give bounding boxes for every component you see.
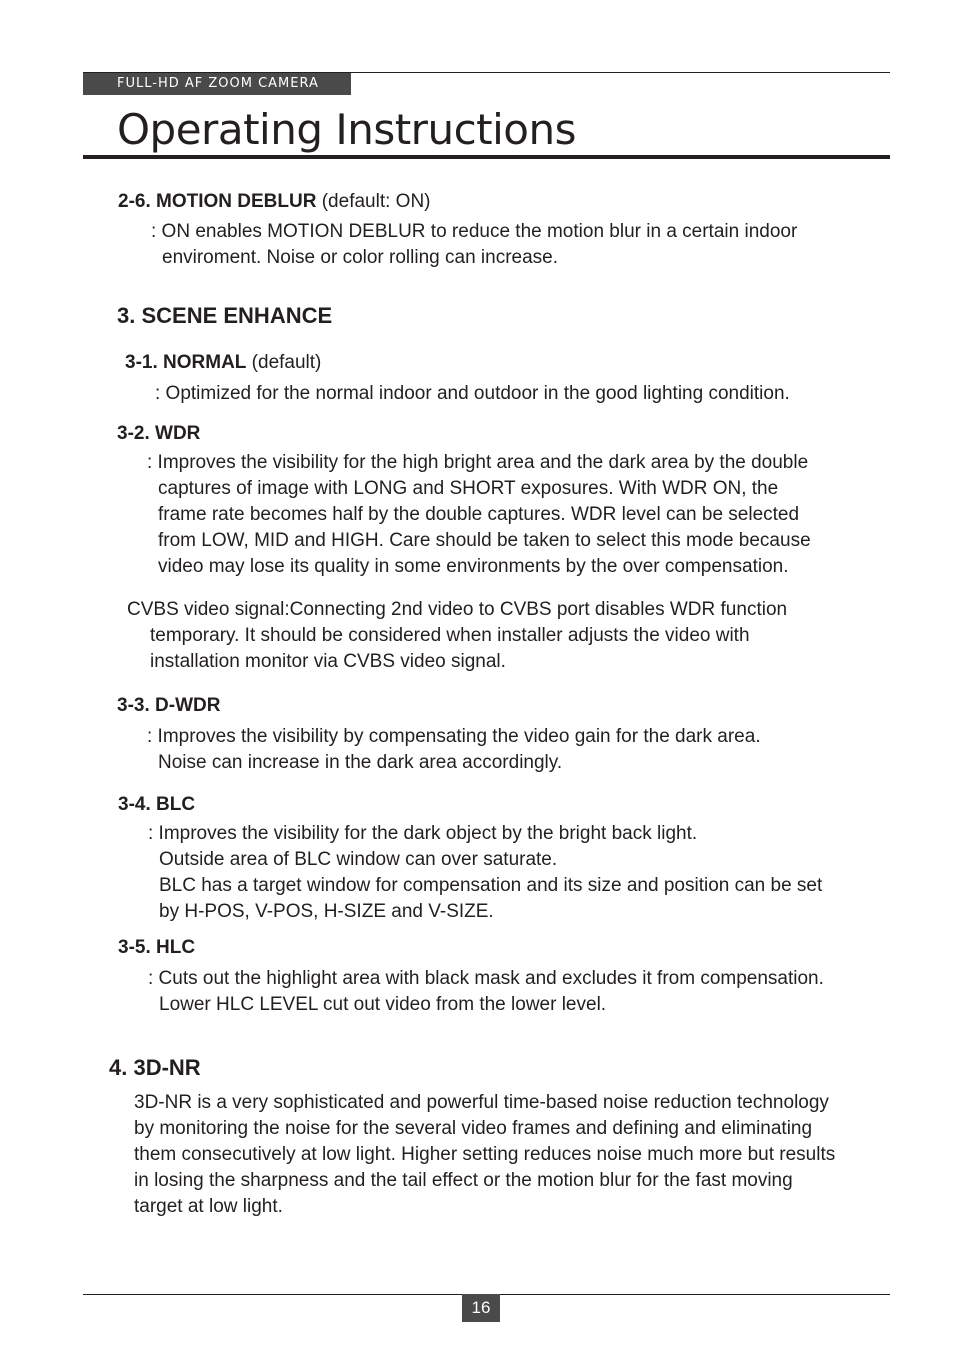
section-3-1-line: : Optimized for the normal indoor and outdoor in the good lighting condition. (155, 383, 790, 404)
section-3-2-line: from LOW, MID and HIGH. Care should be taken to select this mode because (158, 530, 811, 551)
cvbs-note-line: installation monitor via CVBS video signal. (150, 651, 506, 672)
section-4-line: them consecutively at low light. Higher setting reduces noise much more but results (134, 1144, 836, 1165)
section-4-line: in losing the sharpness and the tail effect or the motion blur for the fast moving (134, 1170, 793, 1191)
section-4-line: by monitoring the noise for the several video frames and defining and eliminating (134, 1118, 813, 1139)
section-3-3-heading: 3-3. D-WDR (117, 695, 221, 716)
section-2-6-default-note: (default: ON) (316, 191, 431, 212)
section-3-4-line: BLC has a target window for compensation and its size and position can be set (159, 875, 823, 896)
section-3-2-heading: 3-2. WDR (117, 423, 201, 444)
section-2-6-line: enviroment. Noise or color rolling can increase. (162, 247, 559, 268)
section-4-heading: 4. 3D-NR (109, 1055, 201, 1080)
page-title: Operating Instructions (117, 105, 576, 154)
cvbs-note-line: CVBS video signal:Connecting 2nd video to CVBS port disables WDR function (127, 599, 788, 620)
section-3-3-line: : Improves the visibility by compensating the video gain for the dark area. (147, 726, 761, 747)
section-4-line: 3D-NR is a very sophisticated and powerful time-based noise reduction technology (134, 1092, 829, 1113)
section-3-5-heading: 3-5. HLC (118, 937, 196, 958)
section-3-heading: 3. SCENE ENHANCE (117, 303, 333, 328)
section-2-6-heading (118, 189, 431, 215)
section-3-2-line: captures of image with LONG and SHORT exposures. With WDR ON, the (158, 478, 779, 499)
section-2-6-title: 2-6. MOTION DEBLUR (118, 191, 317, 212)
section-4-line: target at low light. (134, 1196, 283, 1217)
cvbs-note-line: temporary. It should be considered when installer adjusts the video with (150, 625, 750, 646)
section-3-5-line: Lower HLC LEVEL cut out video from the lower level. (159, 994, 607, 1015)
section-3-1-title: 3-1. NORMAL (125, 352, 247, 373)
section-3-2-line: video may lose its quality in some environments by the over compensation. (158, 556, 789, 577)
section-3-2-line: frame rate becomes half by the double captures. WDR level can be selected (158, 504, 800, 525)
section-3-1-default-note: (default) (246, 352, 322, 373)
section-3-1-heading (125, 350, 321, 376)
page-number: 16 (462, 1294, 500, 1322)
product-tag: FULL-HD AF ZOOM CAMERA (83, 73, 351, 95)
section-3-4-line: by H-POS, V-POS, H-SIZE and V-SIZE. (159, 901, 494, 922)
section-3-4-line: : Improves the visibility for the dark object by the bright back light. (148, 823, 698, 844)
section-3-2-line: : Improves the visibility for the high bright area and the dark area by the double (147, 452, 809, 473)
title-rule (83, 155, 890, 159)
section-3-4-line: Outside area of BLC window can over saturate. (159, 849, 558, 870)
section-3-3-line: Noise can increase in the dark area accordingly. (158, 752, 563, 773)
section-2-6-line: : ON enables MOTION DEBLUR to reduce the motion blur in a certain indoor (151, 221, 798, 242)
section-3-4-heading: 3-4. BLC (118, 794, 196, 815)
section-3-5-line: : Cuts out the highlight area with black mask and excludes it from compensation. (148, 968, 824, 989)
